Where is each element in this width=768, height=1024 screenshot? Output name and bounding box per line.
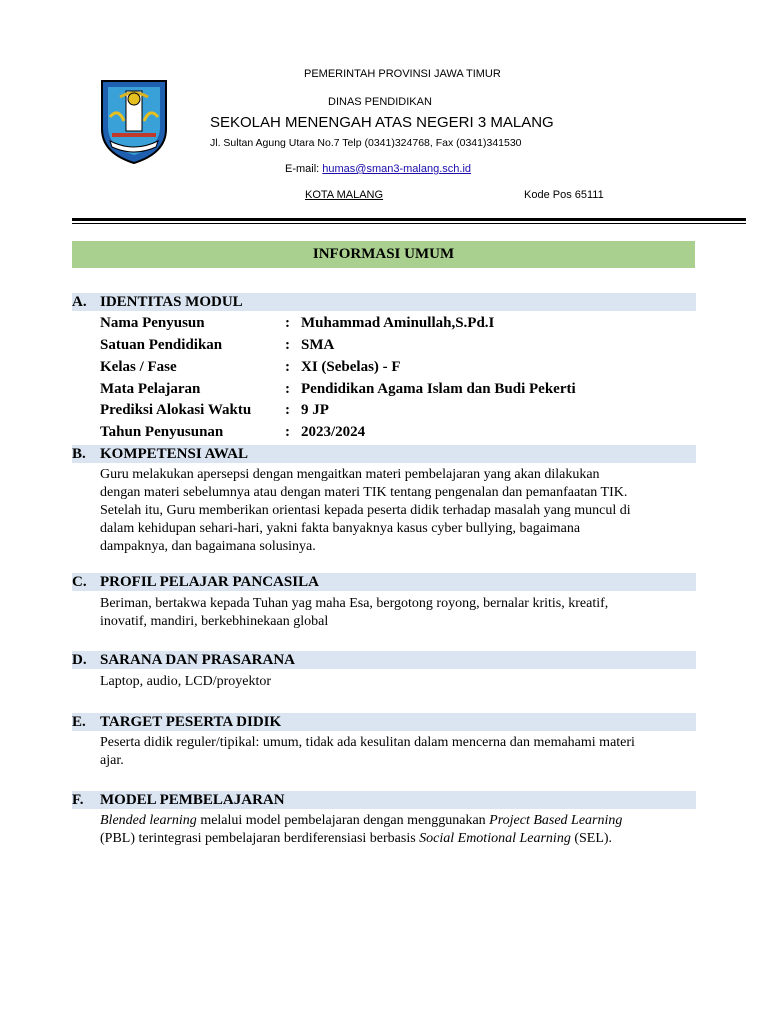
section-c-header <box>72 573 696 591</box>
profil-pelajar-text <box>100 595 696 631</box>
text-run: (SEL). <box>570 831 613 846</box>
header-divider-thin <box>72 223 746 224</box>
section-letter: E. <box>72 714 86 730</box>
identity-colon: : <box>285 424 290 440</box>
section-d-header <box>72 651 696 669</box>
identity-value: XI (Sebelas) - F <box>301 359 401 375</box>
section-letter: C. <box>72 574 87 590</box>
text-run: (PBL) terintegrasi pembelajaran berdiferensiasi berbasis <box>100 831 420 846</box>
section-title: IDENTITAS MODUL <box>100 294 243 310</box>
paragraph-line: Peserta didik reguler/tipikal: umum, tidak ada kesulitan dalam mencerna dan memahami materi <box>100 735 635 750</box>
section-letter: B. <box>72 446 86 462</box>
postal-code: Kode Pos 65111 <box>524 189 604 201</box>
section-f-header <box>72 791 696 809</box>
paragraph-line <box>100 812 696 830</box>
section-letter: D. <box>72 652 87 668</box>
section-b-header <box>72 445 696 463</box>
banner-title: INFORMASI UMUM <box>312 246 455 262</box>
text-run: melalui model pembelajaran dengan menggunakan <box>196 813 490 828</box>
section-banner <box>72 241 695 268</box>
paragraph-line: dampaknya, dan bagaimana solusinya. <box>100 539 316 554</box>
section-e-header <box>72 713 696 731</box>
italic-term: Project Based Learning <box>489 813 623 828</box>
paragraph-line: dalam kehidupan sehari-hari, yakni fakta banyaknya kasus cyber bullying, bagaimana <box>100 521 581 536</box>
section-title: SARANA DAN PRASARANA <box>100 652 296 668</box>
logo <box>98 77 170 165</box>
gov-line: PEMERINTAH PROVINSI JAWA TIMUR <box>304 68 501 80</box>
paragraph-line: dengan materi sebelumnya atau dengan materi TIK tentang pengenalan dan pemanfaatan TIK. <box>100 485 628 500</box>
identity-value: Muhammad Aminullah,S.Pd.I <box>301 315 495 331</box>
identity-value: SMA <box>301 337 335 353</box>
email-label: E-mail: <box>285 163 323 175</box>
identity-colon: : <box>285 315 290 331</box>
city: KOTA MALANG <box>305 189 384 201</box>
section-a-header <box>72 293 696 311</box>
target-text <box>100 734 696 770</box>
section-title: PROFIL PELAJAR PANCASILA <box>100 574 319 590</box>
school-name: SEKOLAH MENENGAH ATAS NEGERI 3 MALANG <box>210 114 554 131</box>
paragraph-line: inovatif, mandiri, berkebhinekaan global <box>100 614 329 629</box>
identity-key: Prediksi Alokasi Waktu <box>100 402 252 418</box>
identity-value: Pendidikan Agama Islam dan Budi Pekerti <box>301 381 576 397</box>
paragraph-line: Setelah itu, Guru memberikan orientasi kepada peserta didik terhadap masalah yang muncul di <box>100 503 631 518</box>
paragraph-line: Guru melakukan apersepsi dengan mengaitkan materi pembelajaran yang akan dilakukan <box>100 467 600 482</box>
paragraph-line: Beriman, bertakwa kepada Tuhan yag maha Esa, bergotong royong, bernalar kritis, kreatif, <box>100 596 609 611</box>
east-java-coat-of-arms-icon <box>98 77 170 165</box>
identity-key: Nama Penyusun <box>100 315 205 331</box>
identity-key: Satuan Pendidikan <box>100 337 223 353</box>
dinas-line: DINAS PENDIDIKAN <box>328 96 432 108</box>
identity-key: Tahun Penyusunan <box>100 424 224 440</box>
identity-colon: : <box>285 402 290 418</box>
section-title: TARGET PESERTA DIDIK <box>100 714 282 730</box>
identity-key: Mata Pelajaran <box>100 381 201 397</box>
email-line <box>285 163 471 175</box>
model-text <box>100 812 696 848</box>
identity-value: 9 JP <box>301 402 329 418</box>
identity-colon: : <box>285 359 290 375</box>
sarana-text: Laptop, audio, LCD/proyektor <box>100 674 272 689</box>
section-title: KOMPETENSI AWAL <box>100 446 248 462</box>
section-letter: F. <box>72 792 84 808</box>
paragraph-line <box>100 830 696 848</box>
identity-value: 2023/2024 <box>301 424 366 440</box>
italic-term: Blended learning <box>100 813 197 828</box>
school-address: Jl. Sultan Agung Utara No.7 Telp (0341)324768, Fax (0341)341530 <box>210 137 522 149</box>
identity-key: Kelas / Fase <box>100 359 177 375</box>
identity-colon: : <box>285 381 290 397</box>
email-link[interactable]: humas@sman3-malang.sch.id <box>322 163 472 175</box>
paragraph-line: ajar. <box>100 753 124 768</box>
italic-term: Social Emotional Learning <box>419 831 571 846</box>
kompetensi-awal-text <box>100 466 696 556</box>
section-letter: A. <box>72 294 87 310</box>
identity-colon: : <box>285 337 290 353</box>
header-divider-thick <box>72 218 746 221</box>
section-title: MODEL PEMBELAJARAN <box>100 792 285 808</box>
